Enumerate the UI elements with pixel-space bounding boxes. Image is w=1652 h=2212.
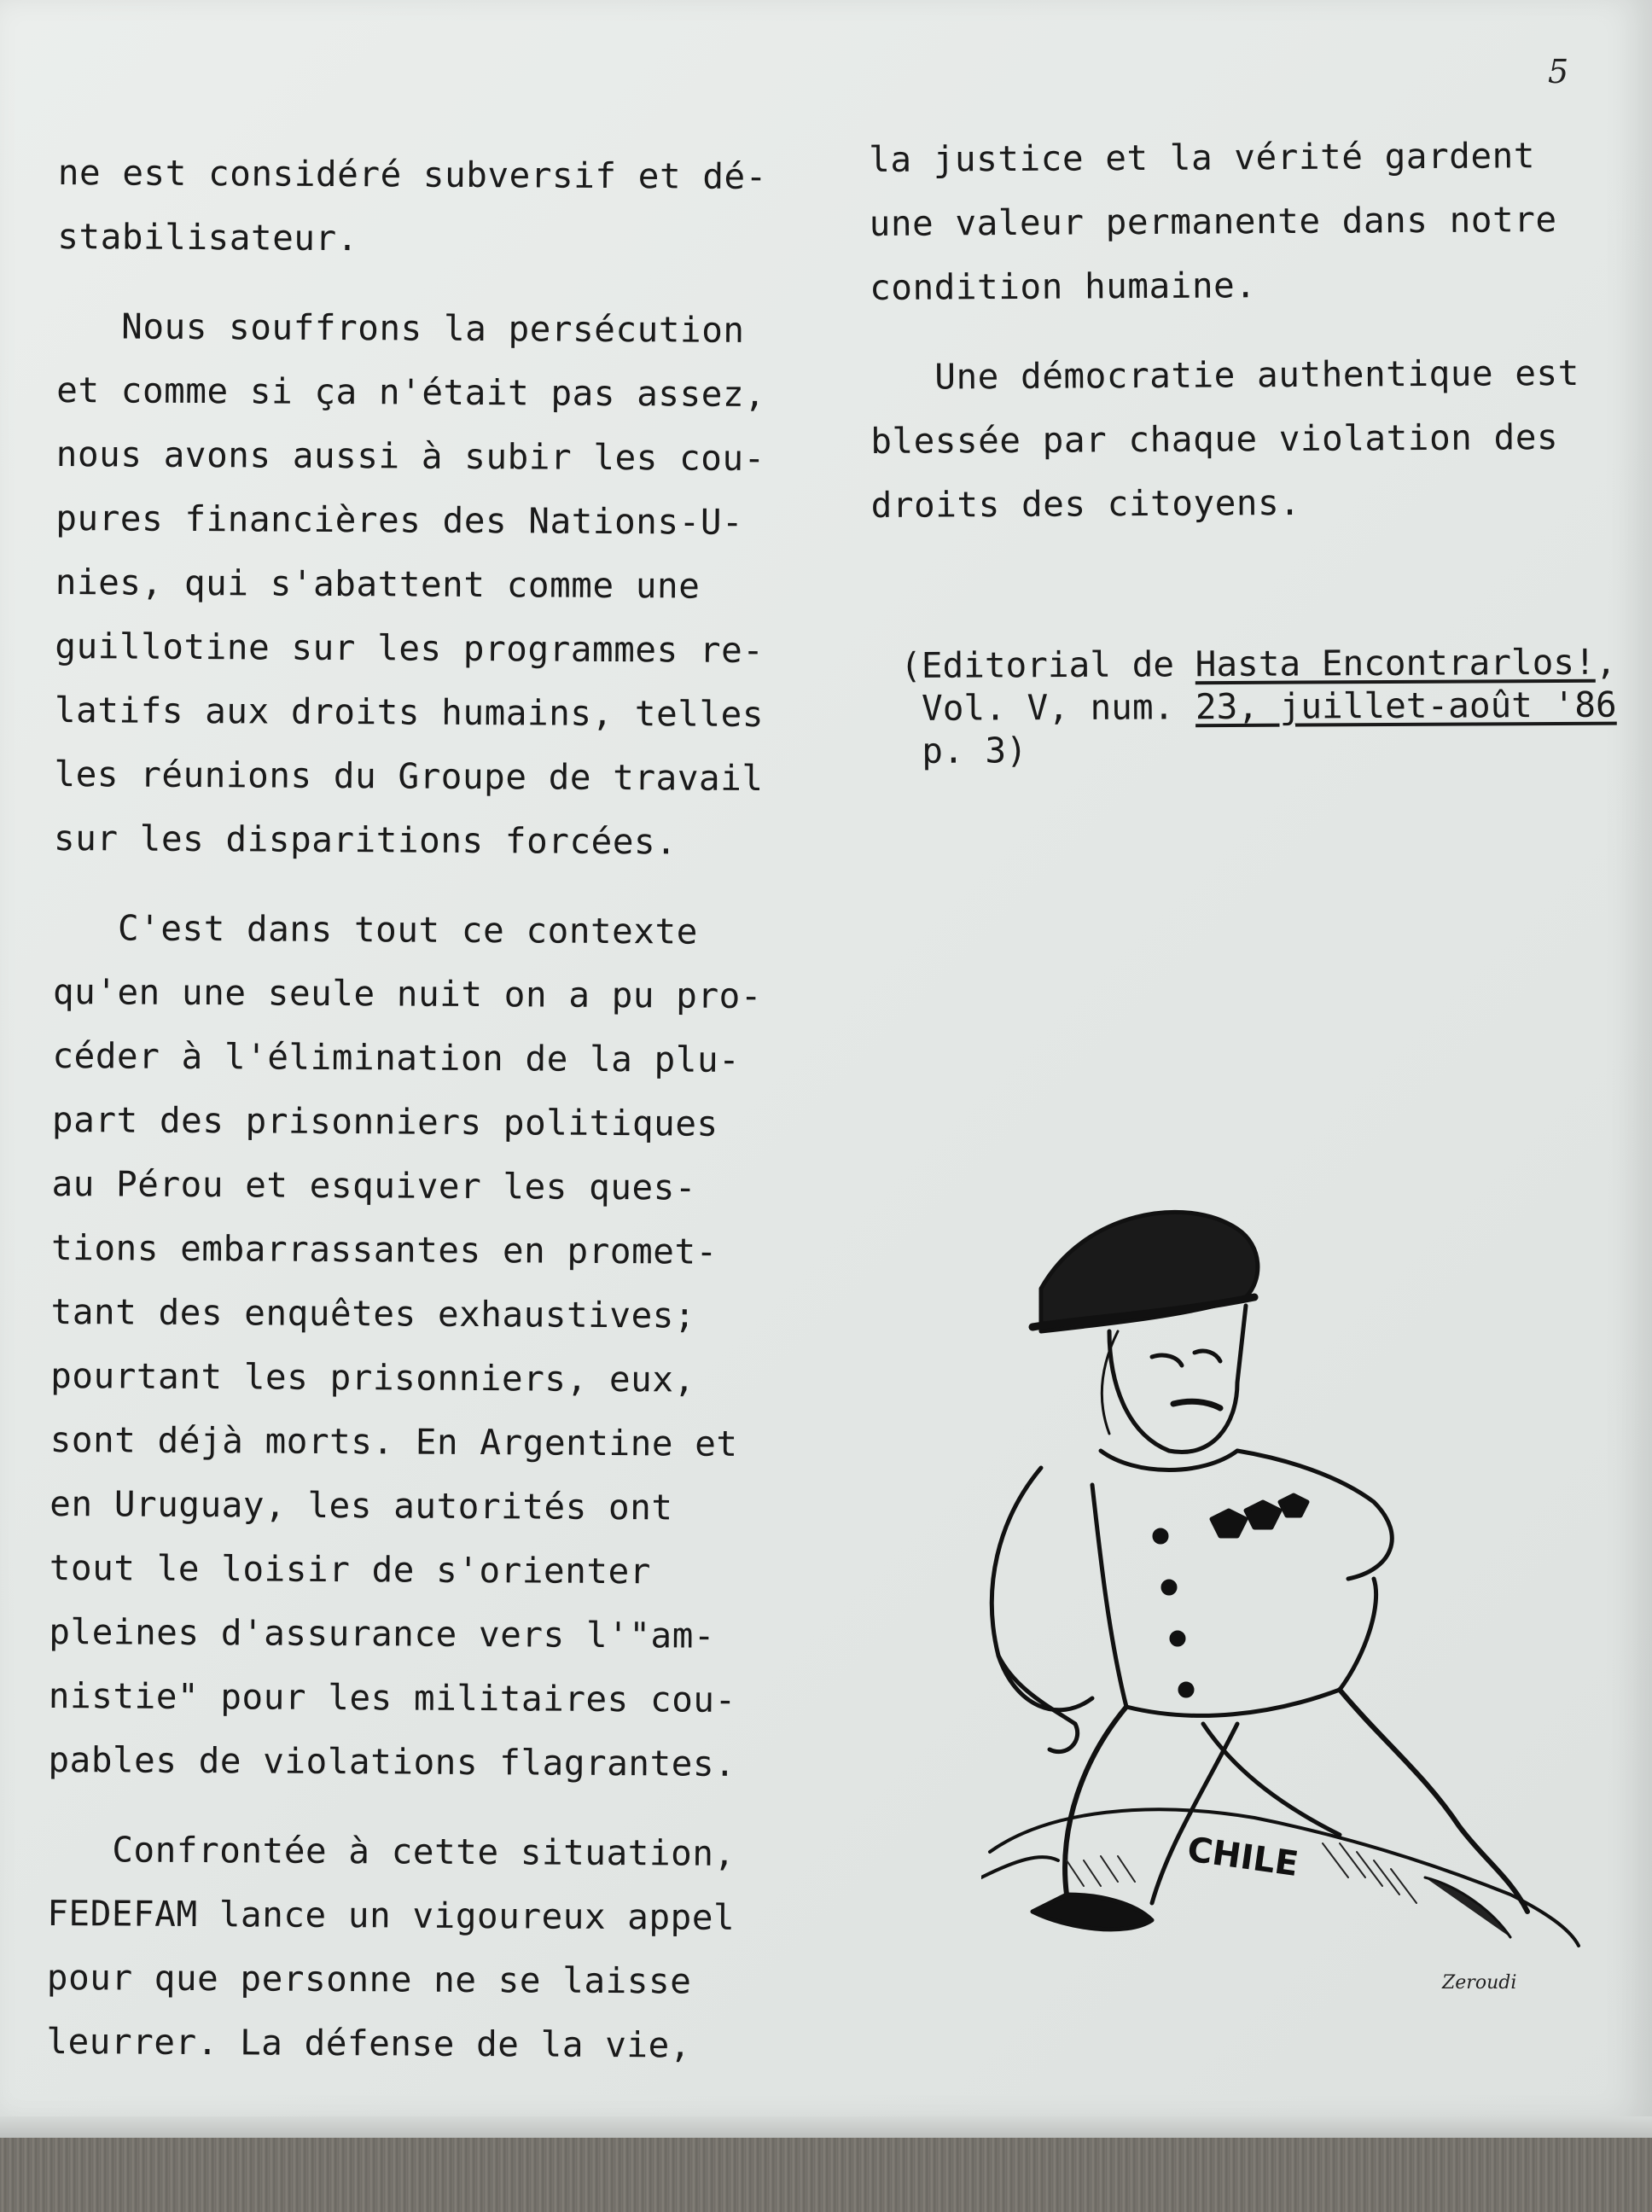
- text-line: Confrontée à cette situation,: [47, 1828, 736, 1874]
- page-number: 5: [1548, 53, 1569, 90]
- citation-volume: Vol. V, num.: [921, 686, 1196, 729]
- citation-line-2: [900, 683, 1643, 730]
- citation: [900, 640, 1643, 772]
- text-line: qu'en une seule nuit on a pu pro-: [52, 970, 763, 1017]
- cartoon-signature: Zeroudi: [1442, 1972, 1517, 1994]
- text-line: nous avons aussi à subir les cou-: [55, 433, 765, 480]
- text-line: part des prisonniers politiques: [51, 1098, 718, 1144]
- text-line: pures financières des Nations-U-: [55, 497, 744, 543]
- text-line: sur les disparitions forcées.: [53, 817, 678, 863]
- text-line: les réunions du Groupe de travail: [54, 753, 764, 800]
- text-line: pables de violations flagrantes.: [48, 1738, 736, 1784]
- cartoon-label-chile: CHILE: [1184, 1830, 1301, 1885]
- text-line: ne est considéré subversif et dé-: [57, 151, 767, 198]
- text-line: tant des enquêtes exhaustives;: [50, 1290, 696, 1336]
- text-line: sont déjà morts. En Argentine et: [49, 1418, 738, 1464]
- text-line: pleines d'assurance vers l'"am-: [49, 1610, 716, 1656]
- citation-page: p. 3): [922, 730, 1027, 771]
- citation-line-1: [900, 640, 1643, 687]
- citation-line-3: [901, 725, 1643, 772]
- text-line: FEDEFAM lance un vigoureux appel: [47, 1892, 736, 1938]
- citation-title: Hasta Encontrarlos!: [1195, 641, 1596, 685]
- text-line: nistie" pour les militaires cou-: [48, 1674, 736, 1720]
- right-column: [869, 124, 1622, 538]
- citation-comma: ,: [1595, 641, 1617, 683]
- political-cartoon-illustration: [981, 1178, 1596, 2023]
- text-line: la justice et la vérité gardent: [869, 135, 1536, 180]
- text-line: droits des citoyens.: [870, 481, 1301, 526]
- text-line: tout le loisir de s'orienter: [49, 1546, 652, 1592]
- text-line: Nous souffrons la persécution: [56, 305, 745, 351]
- citation-issue: 23, juillet-août '86: [1195, 684, 1617, 728]
- left-column: [46, 141, 792, 2078]
- carpet-background: [0, 2138, 1652, 2212]
- text-line: guillotine sur les programmes re-: [55, 625, 765, 672]
- text-line: au Pérou et esquiver les ques-: [51, 1162, 697, 1208]
- text-line: et comme si ça n'était pas assez,: [56, 369, 766, 416]
- text-line: blessée par chaque violation des: [870, 416, 1559, 462]
- text-line: condition humaine.: [869, 265, 1257, 308]
- text-line: en Uruguay, les autorités ont: [49, 1482, 673, 1528]
- citation-prefix: (Editorial de: [900, 643, 1195, 686]
- text-line: une valeur permanente dans notre: [869, 199, 1557, 244]
- text-line: C'est dans tout ce contexte: [53, 906, 699, 952]
- text-line: stabilisateur.: [57, 215, 359, 259]
- text-line: leurrer. La défense de la vie,: [46, 2020, 692, 2066]
- text-line: Une démocratie authentique est: [870, 352, 1579, 398]
- text-line: pour que personne ne se laisse: [46, 1956, 692, 2002]
- text-line: tions embarrassantes en promet-: [50, 1226, 718, 1272]
- text-line: céder à l'élimination de la plu-: [52, 1034, 741, 1080]
- text-line: latifs aux droits humains, telles: [54, 689, 765, 736]
- text-line: nies, qui s'abattent comme une: [55, 561, 701, 607]
- text-line: pourtant les prisonniers, eux,: [50, 1354, 695, 1400]
